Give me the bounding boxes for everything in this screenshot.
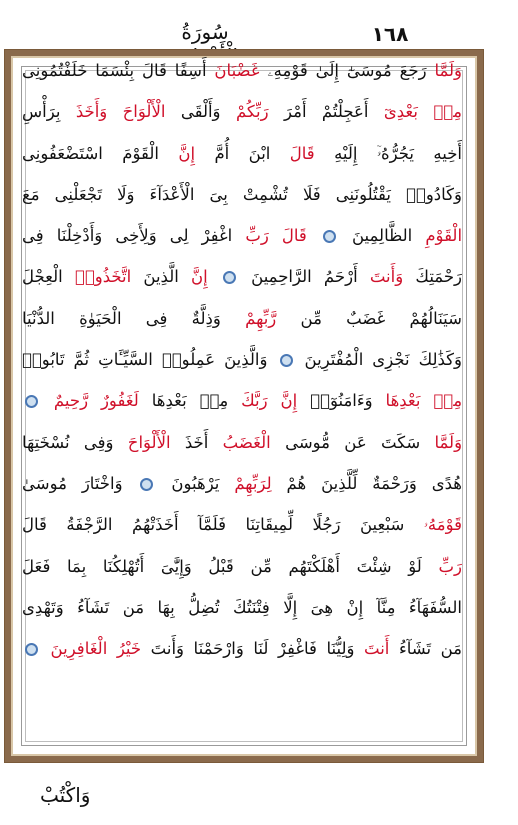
ayah-end-marker-icon [280, 354, 293, 367]
text-line [22, 256, 462, 297]
ayah-end-marker-icon [323, 230, 336, 243]
highlighted-word: خَيْرُ الْغَافِرِينَ [50, 639, 142, 659]
text-segment: وَأَلْقَى [180, 102, 221, 122]
text-segment: سَكَتَ عَن مُّوسَى [285, 432, 421, 452]
highlighted-word: وَأَنتَ [369, 267, 404, 287]
highlighted-word: إِنَّ رَبَّكَ [241, 391, 298, 411]
quran-text-block [22, 50, 462, 669]
text-segment: هُدًى وَرَحْمَةٌ لِّلَّذِينَ هُمْ [286, 473, 462, 493]
highlighted-word: أَنتَ [364, 639, 390, 659]
text-segment: أَعَجِلْتُمْ أَمْرَ [284, 102, 369, 122]
surah-title: سُورَةُ [181, 20, 229, 44]
text-segment: وَءَامَنُوٓا۟ [310, 391, 373, 411]
text-line [22, 133, 462, 174]
text-segment: وَكَذَٰلِكَ نَجْزِى الْمُفْتَرِينَ [304, 350, 462, 370]
text-line [22, 587, 462, 628]
text-line [22, 298, 462, 339]
text-segment: سَيَنَالُهُمْ غَضَبٌ مِّن [300, 308, 462, 328]
text-line [22, 215, 462, 256]
text-line [22, 546, 462, 587]
highlighted-word: قَالَ رَبِّ [245, 226, 307, 246]
text-line [22, 339, 462, 380]
highlighted-word: الْغَضَبُ [222, 432, 271, 452]
highlighted-word: مِنۢ بَعْدِىٓ [383, 102, 462, 122]
highlighted-word: الْأَلْوَاحَ وَأَخَذَ [75, 102, 166, 122]
text-segment: وَالَّذِينَ عَمِلُوا۟ السَّيِّـَٔاتِ ثُمَّ تَابُوا۟ [22, 350, 268, 370]
text-segment: ابْنَ أُمَّ [214, 143, 271, 163]
highlighted-word: غَضْبَانَ [214, 61, 260, 80]
highlighted-word: وَلَمَّا [434, 61, 462, 80]
text-line [22, 628, 462, 669]
text-segment: وَكَادُوا۟ يَقْتُلُونَنِى فَلَا تُشْمِتْ بِىَ الْأَعْدَآءَ وَلَا تَجْعَلْنِى مَعَ [22, 184, 462, 204]
text-line [22, 463, 462, 504]
text-segment: يَرْهَبُونَ [171, 473, 220, 493]
text-line [22, 380, 462, 421]
ayah-end-marker-icon [140, 478, 153, 491]
text-line [22, 50, 462, 91]
text-segment: أَخَذَ [184, 432, 209, 452]
text-segment: أَرْحَمُ الرَّاحِمِينَ [251, 267, 358, 287]
text-segment: الظَّالِمِينَ [351, 226, 413, 246]
text-segment: وَاخْتَارَ مُوسَىٰ [22, 473, 123, 493]
highlighted-word: لِرَبِّهِمْ [234, 473, 272, 493]
text-segment: السُّفَهَآءُ مِنَّآ إِنْ هِىَ إِلَّا فِتْنَتُكَ تُضِلُّ بِهَا مَن تَشَآءُ وَتَهْدِى [22, 597, 462, 617]
text-line [22, 91, 462, 132]
highlighted-word: رَبِّكُمْ [235, 102, 269, 122]
highlighted-word: اتَّخَذُوا۟ [74, 267, 132, 287]
text-segment: وَلِيُّنَا فَاغْفِرْ لَنَا وَارْحَمْنَا وَأَنتَ [150, 639, 355, 659]
ayah-end-marker-icon [25, 643, 38, 656]
text-segment: مَن تَشَآءُ [398, 639, 462, 659]
ayah-end-marker-icon [223, 271, 236, 284]
text-segment: بِرَأْسِ [22, 102, 61, 122]
text-segment: رَحْمَتِكَ [415, 267, 462, 287]
highlighted-word: إِنَّ [191, 267, 208, 287]
text-segment: أَخِيهِ يَجُرُّهُۥٓ إِلَيْهِ [334, 143, 462, 163]
text-segment: الَّذِينَ [143, 267, 179, 287]
text-line [22, 504, 462, 545]
highlighted-word: قَالَ [289, 143, 315, 163]
highlighted-word: إِنَّ [178, 143, 196, 163]
text-segment: لَوْ شِئْتَ أَهْلَكْتَهُم مِّن قَبْلُ وَإِيَّٰىَ أَتُهْلِكُنَا بِمَا فَعَلَ [22, 556, 422, 576]
text-segment: سَبْعِينَ رَجُلًا لِّمِيقَاتِنَا فَلَمَّآ أَخَذَتْهُمُ الرَّجْفَةُ قَالَ [22, 515, 405, 535]
highlighted-word: قَوْمَهُۥ [423, 515, 462, 535]
highlighted-word: الْأَلْوَاحَ [127, 432, 171, 452]
highlighted-word: لَغَفُورٌ رَّحِيمٌ [53, 391, 139, 411]
catchword: وَاكْتُبْ [40, 783, 91, 807]
text-segment: اغْفِرْ لِى وَلِأَخِى وَأَدْخِلْنَا فِى [22, 226, 233, 246]
text-segment: الْعِجْلَ [22, 267, 63, 287]
text-line [22, 422, 462, 463]
text-segment: الْقَوْمَ اسْتَضْعَفُونِى [22, 143, 159, 163]
text-segment: مِنۢ بَعْدِهَا [151, 391, 229, 411]
page-number: ١٦٨ [371, 22, 409, 46]
highlighted-word: وَلَمَّا [434, 432, 462, 452]
text-segment: أَسِفًا قَالَ بِئْسَمَا خَلَفْتُمُونِى [22, 61, 207, 80]
highlighted-word: رَّبِّهِمْ [245, 308, 277, 328]
highlighted-word: رَبِّ [438, 556, 462, 576]
text-segment: رَجَعَ مُوسَىٰٓ إِلَىٰ قَوْمِهِۦ [267, 61, 427, 80]
text-line [22, 174, 462, 215]
highlighted-word: مِنۢ بَعْدِهَا [385, 391, 462, 411]
text-segment: وَذِلَّةٌ فِى الْحَيَوٰةِ الدُّنْيَا [22, 308, 221, 328]
text-segment: وَفِى نُسْخَتِهَا [22, 432, 114, 452]
highlighted-word: الْقَوْمِ [425, 226, 462, 246]
ayah-end-marker-icon [25, 395, 38, 408]
